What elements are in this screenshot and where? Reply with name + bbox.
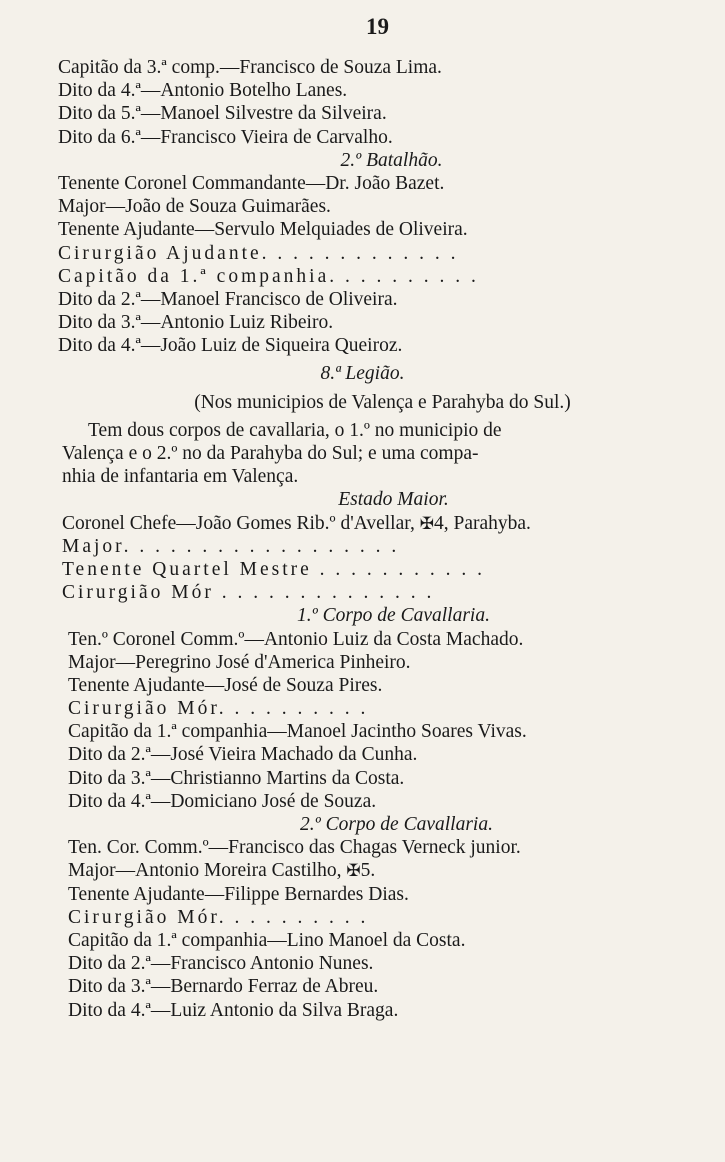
text-line: Dito da 4.ª—Antonio Botelho Lanes. [58, 80, 348, 102]
section-heading: 2.º Batalhão. [340, 149, 443, 171]
section-heading: Estado Maior. [338, 489, 449, 511]
text-line: Dito da 4.ª—João Luiz de Siqueira Queiroz. [58, 335, 403, 357]
text-line: Tenente Ajudante—José de Souza Pires. [68, 674, 383, 696]
text-line: Cirurgião Mór. . . . . . . . . . [68, 906, 369, 928]
order-cross-icon: ✠ [346, 861, 361, 881]
text-line: Dito da 2.ª—Francisco Antonio Nunes. [68, 953, 374, 975]
text-line: Dito da 3.ª—Antonio Luiz Ribeiro. [58, 312, 334, 334]
text-line: Cirurgião Mór . . . . . . . . . . . . . . [62, 582, 435, 604]
text-line: Tenente Coronel Commandante—Dr. João Bazet. [58, 172, 445, 194]
first-cavalry-corps [0, 628, 725, 1022]
text-line: Dito da 6.ª—Francisco Vieira de Carvalho. [58, 126, 393, 148]
text-fragment: 4, Parahyba. [433, 512, 531, 534]
text-line: Major—Peregrino José d'America Pinheiro. [68, 651, 411, 673]
text-line: Tenente Ajudante—Servulo Melquiades de Oliveira. [58, 219, 468, 241]
text-line: Valença e o 2.º no da Parahyba do Sul; e uma compa- [62, 443, 479, 464]
section-2nd-battalion-prev [0, 56, 725, 357]
section-heading: 2.º Corpo de Cavallaria. [300, 814, 493, 835]
text-line: Dito da 4.ª—Domiciano José de Souza. [68, 790, 377, 812]
text-line: Capitão da 1.ª companhia. . . . . . . . . . [58, 265, 479, 287]
legion-subtitle: (Nos municipios de Valença e Parahyba do Sul.) [194, 391, 571, 413]
text-line: Dito da 2.ª—José Vieira Machado da Cunha. [68, 744, 418, 766]
text-line: Ten.º Coronel Comm.º—Antonio Luiz da Costa Machado. [68, 628, 524, 650]
text-line: Tenente Ajudante—Filippe Bernardes Dias. [68, 883, 409, 905]
section-heading: 1.º Corpo de Cavallaria. [297, 605, 490, 627]
text-line: Capitão da 3.ª comp.—Francisco de Souza Lima. [58, 57, 442, 78]
text-line: Dito da 3.ª—Bernardo Ferraz de Abreu. [68, 976, 379, 998]
text-line: Major—João de Souza Guimarães. [58, 196, 331, 218]
text-line: Tem dous corpos de cavallaria, o 1.º no municipio de [88, 419, 502, 441]
text-line: Dito da 5.ª—Manoel Silvestre da Silveira. [58, 103, 387, 125]
text-line: nhia de infantaria em Valença. [62, 466, 299, 488]
text-line: Major. . . . . . . . . . . . . . . . . . [62, 535, 400, 557]
text-line [62, 512, 725, 535]
text-line: Ten. Cor. Comm.º—Francisco das Chagas Verneck junior. [68, 837, 521, 859]
text-fragment: Coronel Chefe—João Gomes Rib.º d'Avellar, [62, 512, 420, 534]
text-line [68, 859, 725, 882]
legion-heading: 8.ª Legião. [320, 363, 405, 385]
order-cross-icon: ✠ [419, 513, 434, 533]
text-line: Capitão da 1.ª companhia—Lino Manoel da Costa. [68, 929, 466, 951]
text-line: Capitão da 1.ª companhia—Manoel Jacintho Soares Vivas. [68, 721, 527, 743]
text-line: Cirurgião Ajudante. . . . . . . . . . . . . [58, 242, 459, 264]
text-line: Dito da 2.ª—Manoel Francisco de Oliveira. [58, 288, 398, 310]
page-number: 19 [366, 14, 389, 39]
legion-paragraph [0, 419, 725, 628]
text-fragment: Major—Antonio Moreira Castilho, [68, 860, 347, 882]
text-line: Tenente Quartel Mestre . . . . . . . . . . . [62, 558, 486, 580]
text-line: Dito da 3.ª—Christianno Martins da Costa. [68, 767, 405, 789]
text-line: Cirurgião Mór. . . . . . . . . . [68, 698, 369, 720]
text-fragment: 5. [360, 860, 376, 882]
text-line: Dito da 4.ª—Luiz Antonio da Silva Braga. [68, 999, 399, 1021]
